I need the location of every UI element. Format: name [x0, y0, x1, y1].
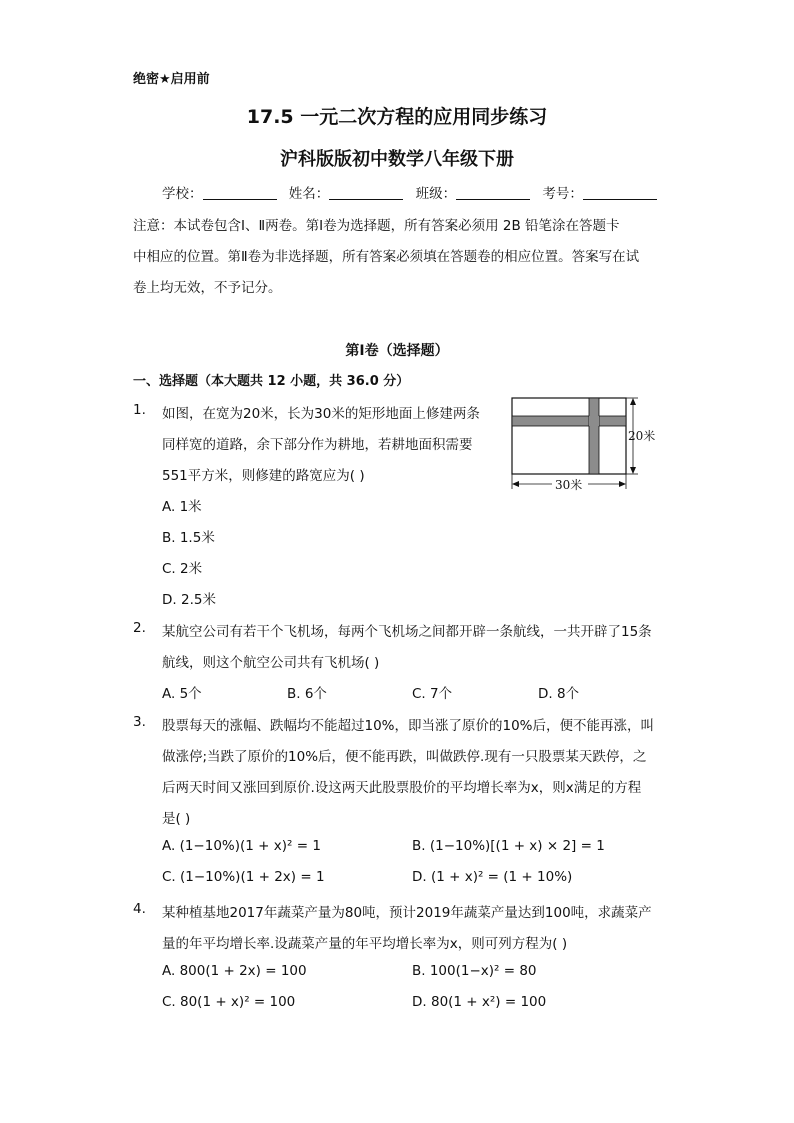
question-4-option-b[interactable]: B. 100(1−x)² = 80 — [412, 963, 537, 979]
class-blank[interactable] — [456, 186, 530, 200]
question-2-line-1: 某航空公司有若干个飞机场，每两个飞机场之间都开辟一条航线，一共开辟了15条 — [162, 624, 652, 640]
number-label: 考号： — [542, 186, 583, 202]
arrow-left-icon — [512, 481, 519, 487]
vertical-road — [589, 398, 599, 474]
question-4-option-a[interactable]: A. 800(1 + 2x) = 100 — [162, 963, 307, 979]
field-rectangle — [512, 398, 626, 474]
question-3-option-b[interactable]: B. (1−10%)[(1 + x) × 2] = 1 — [412, 838, 605, 854]
road-field-figure — [506, 393, 686, 495]
question-1-option-a[interactable]: A. 1米 — [162, 499, 202, 515]
question-4-option-d[interactable]: D. 80(1 + x²) = 100 — [412, 994, 547, 1010]
arrow-right-icon — [619, 481, 626, 487]
question-3-number: 3. — [133, 714, 146, 730]
question-1-line-3: 551平方米，则修建的路宽应为( ) — [162, 468, 365, 484]
notice-line-2: 中相应的位置。第Ⅱ卷为非选择题，所有答案必须填在答题卷的相应位置。答案写在试 — [133, 249, 640, 265]
question-2-number: 2. — [133, 620, 146, 636]
question-1-line-2: 同样宽的道路，余下部分作为耕地，若耕地面积需要 — [162, 437, 473, 453]
arrow-up-icon — [630, 398, 636, 405]
name-label: 姓名： — [288, 186, 330, 202]
student-info-line — [162, 182, 665, 202]
volume-title: 第Ⅰ卷（选择题） — [345, 343, 449, 359]
arrow-down-icon — [630, 467, 636, 474]
length-label: 30米 — [555, 478, 583, 492]
question-3-line-2: 做涨停;当跌了原价的10%后，便不能再跌，叫做跌停.现有一只股票某天跌停，之 — [162, 749, 647, 765]
class-label: 班级： — [415, 186, 457, 202]
question-4-line-2: 量的年平均增长率.设蔬菜产量的年平均增长率为x，则可列方程为( ) — [162, 936, 568, 952]
question-3-line-1: 股票每天的涨幅、跌幅均不能超过10%，即当涨了原价的10%后，便不能再涨，叫 — [162, 718, 655, 734]
question-2-option-d[interactable]: D. 8个 — [538, 686, 580, 702]
question-2-option-a[interactable]: A. 5个 — [162, 686, 202, 702]
question-4-option-c[interactable]: C. 80(1 + x)² = 100 — [162, 994, 296, 1010]
question-3-line-4: 是( ) — [162, 811, 191, 827]
secret-mark: 绝密★启用前 — [133, 72, 210, 87]
name-blank[interactable] — [329, 186, 403, 200]
question-1-option-c[interactable]: C. 2米 — [162, 561, 203, 577]
page-subtitle: 沪科版版初中数学八年级下册 — [280, 149, 514, 170]
section-title: 一、选择题（本大题共 12 小题，共 36.0 分） — [133, 374, 410, 389]
question-2-line-2: 航线，则这个航空公司共有飞机场( ) — [162, 655, 380, 671]
page-title: 17.5 一元二次方程的应用同步练习 — [246, 106, 548, 128]
notice-line-3: 卷上均无效，不予记分。 — [133, 280, 282, 296]
question-2-option-b[interactable]: B. 6个 — [287, 686, 327, 702]
question-1-number: 1. — [133, 402, 146, 418]
question-2-option-c[interactable]: C. 7个 — [412, 686, 453, 702]
question-4-line-1: 某种植基地2017年蔬菜产量为80吨，预计2019年蔬菜产量达到100吨，求蔬菜产 — [162, 905, 652, 921]
question-1-option-d[interactable]: D. 2.5米 — [162, 592, 216, 608]
number-blank[interactable] — [583, 186, 657, 200]
school-blank[interactable] — [203, 186, 277, 200]
road-crossing — [589, 416, 599, 426]
question-3-option-d[interactable]: D. (1 + x)² = (1 + 10%) — [412, 869, 573, 885]
school-label: 学校： — [162, 186, 203, 202]
question-3-option-a[interactable]: A. (1−10%)(1 + x)² = 1 — [162, 838, 321, 854]
width-label: 20米 — [628, 429, 656, 443]
horizontal-road — [512, 416, 626, 426]
question-3-line-3: 后两天时间又涨回到原价.设这两天此股票股价的平均增长率为x，则x满足的方程 — [162, 780, 642, 796]
notice-line-1: 注意：本试卷包含Ⅰ、Ⅱ两卷。第Ⅰ卷为选择题，所有答案必须用 2B 铅笔涂在答题卡 — [133, 218, 620, 234]
question-1-option-b[interactable]: B. 1.5米 — [162, 530, 215, 546]
question-4-number: 4. — [133, 901, 146, 917]
question-3-option-c[interactable]: C. (1−10%)(1 + 2x) = 1 — [162, 869, 325, 885]
question-1-line-1: 如图，在宽为20米，长为30米的矩形地面上修建两条 — [162, 406, 480, 422]
